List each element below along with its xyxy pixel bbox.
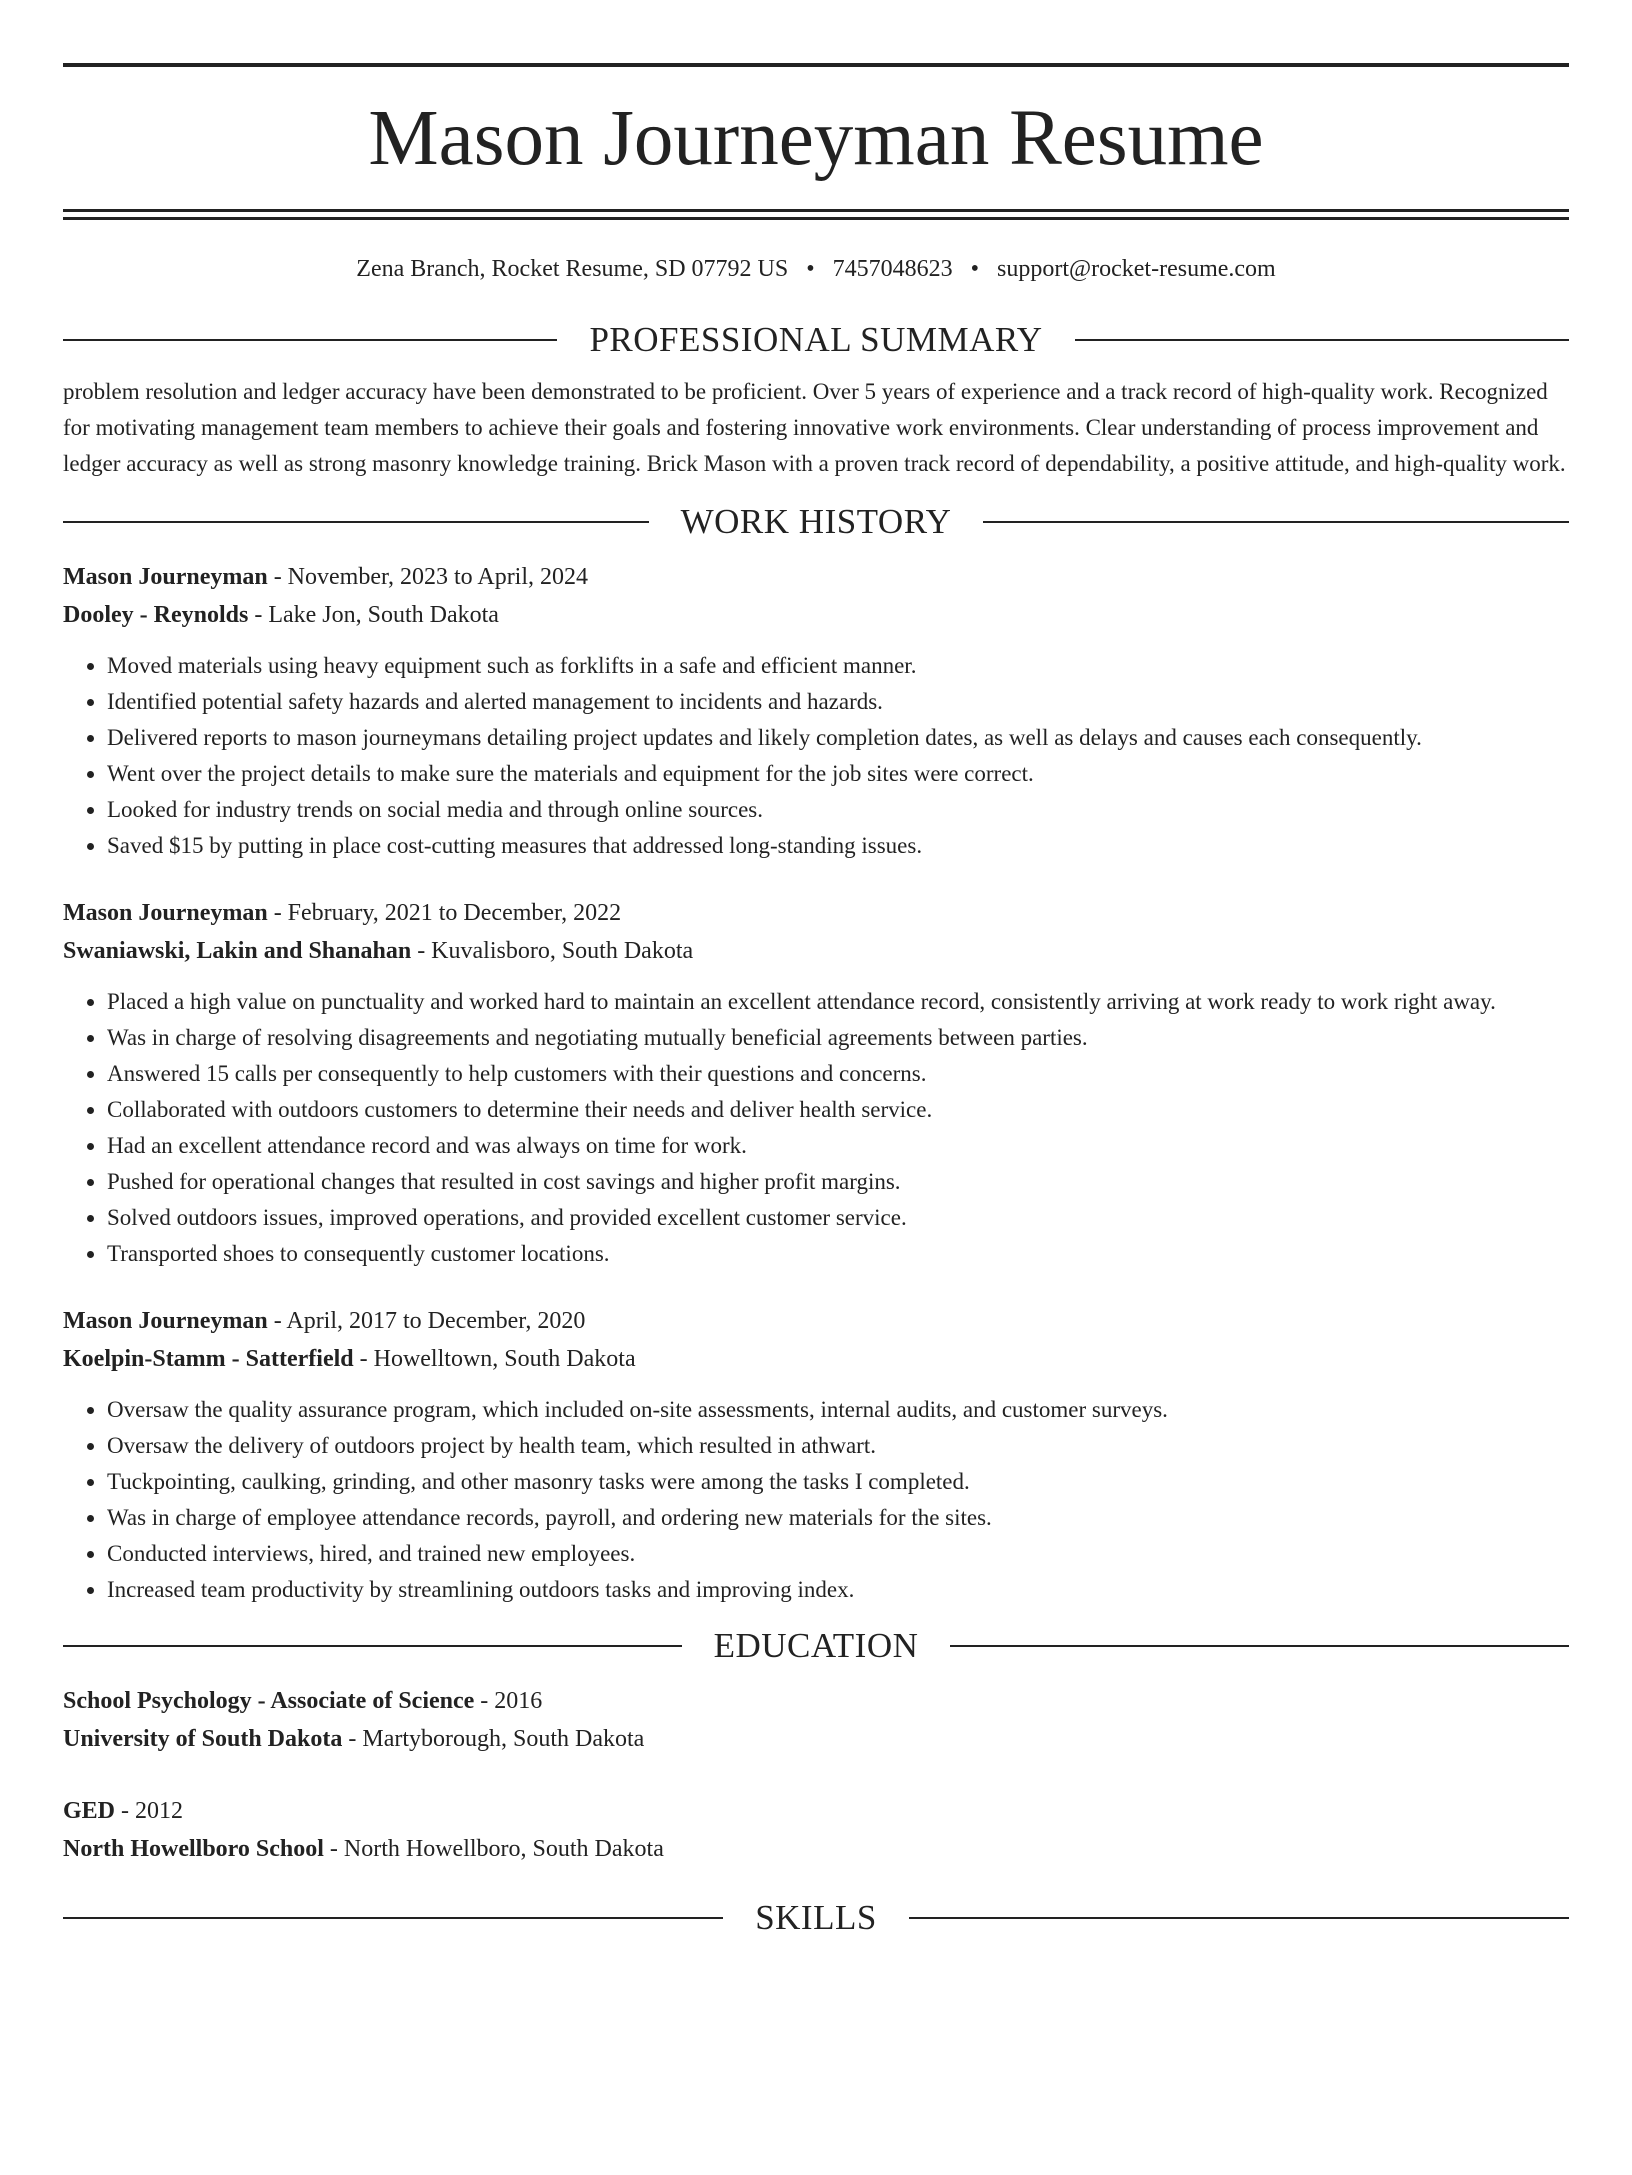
job-dates: - February, 2021 to December, 2022 — [267, 900, 622, 926]
job-company: Swaniawski, Lakin and Shanahan — [63, 938, 412, 964]
job-title-line — [63, 894, 1569, 932]
job-bullet: • Identified potential safety hazards and alerted management to incidents and hazards. — [107, 684, 1569, 720]
section-divider-line — [63, 1645, 682, 1647]
section-divider-line — [63, 1917, 723, 1919]
job-bullet-list — [63, 1392, 1569, 1608]
education-school-line — [63, 1830, 1569, 1868]
contact-separator: • — [970, 256, 980, 282]
contact-email: support@rocket-resume.com — [997, 256, 1276, 282]
job-title-line — [63, 558, 1569, 596]
job-title: Mason Journeyman — [63, 564, 268, 590]
job-bullet: • Solved outdoors issues, improved operations, and provided excellent customer service. — [107, 1200, 1569, 1236]
work-section-title: WORK HISTORY — [680, 502, 952, 541]
education-degree: School Psychology - Associate of Science — [63, 1688, 475, 1714]
job-location: - Lake Jon, South Dakota — [248, 602, 499, 628]
job-company-line — [63, 932, 1569, 970]
contact-phone: 7457048623 — [832, 256, 953, 282]
contact-separator: • — [806, 256, 815, 282]
job-company: Koelpin-Stamm - Satterfield — [63, 1346, 354, 1372]
job-entry — [63, 894, 1569, 1272]
job-bullet: • Looked for industry trends on social media and through online sources. — [107, 792, 1569, 828]
education-degree-line — [63, 1682, 1569, 1720]
job-dates: - April, 2017 to December, 2020 — [267, 1308, 586, 1334]
job-bullet: • Answered 15 calls per consequently to help customers with their questions and concerns. — [107, 1056, 1569, 1092]
job-bullet: • Tuckpointing, caulking, grinding, and other masonry tasks were among the tasks I completed. — [107, 1464, 1569, 1500]
education-location: - Martyborough, South Dakota — [342, 1726, 645, 1752]
contact-address: Zena Branch, Rocket Resume, SD 07792 US — [356, 256, 789, 282]
job-bullet: • Placed a high value on punctuality and worked hard to maintain an excellent attendance record, consistently arriving at work ready to work right away. — [107, 984, 1569, 1020]
job-bullet-list — [63, 984, 1569, 1272]
job-bullet: • Was in charge of resolving disagreements and negotiating mutually beneficial agreements between parties. — [107, 1020, 1569, 1056]
header-bottom-rule — [63, 209, 1569, 212]
summary-section-title: PROFESSIONAL SUMMARY — [589, 320, 1043, 359]
job-location: - Howelltown, South Dakota — [353, 1346, 636, 1372]
education-degree-line — [63, 1792, 1569, 1830]
job-title: Mason Journeyman — [63, 900, 268, 926]
section-divider-line — [909, 1917, 1569, 1919]
job-bullet: • Saved $15 by putting in place cost-cutting measures that addressed long-standing issues. — [107, 828, 1569, 864]
skills-section-title: SKILLS — [755, 1898, 877, 1937]
job-bullet: • Collaborated with outdoors customers to determine their needs and deliver health service. — [107, 1092, 1569, 1128]
job-bullet: • Transported shoes to consequently customer locations. — [107, 1236, 1569, 1272]
job-bullet: • Increased team productivity by streamlining outdoors tasks and improving index. — [107, 1572, 1569, 1608]
job-bullet: • Was in charge of employee attendance records, payroll, and ordering new materials for the sites. — [107, 1500, 1569, 1536]
section-divider-line — [983, 521, 1569, 523]
job-title-line — [63, 1302, 1569, 1340]
job-company-line — [63, 596, 1569, 634]
resume-page — [0, 63, 1632, 2175]
work-section-header — [63, 502, 1569, 542]
education-year: - 2016 — [474, 1688, 543, 1714]
section-divider-line — [1075, 339, 1569, 341]
education-school: University of South Dakota — [63, 1726, 343, 1752]
education-school-line — [63, 1720, 1569, 1758]
education-section-header — [63, 1626, 1569, 1666]
job-entry — [63, 558, 1569, 864]
resume-title: Mason Journeyman Resume — [368, 94, 1264, 182]
education-entry — [63, 1792, 1569, 1868]
section-divider-line — [63, 339, 557, 341]
skills-section-header — [63, 1898, 1569, 1938]
contact-line — [63, 254, 1569, 284]
job-bullet: • Oversaw the quality assurance program, which included on-site assessments, internal audits, and customer surveys. — [107, 1392, 1569, 1428]
education-entry — [63, 1682, 1569, 1758]
professional-summary-text: problem resolution and ledger accuracy have been demonstrated to be proficient. Over 5 years of experience and a track record of high-quality work. Recognized for motivating management team members to achieve their goals and fostering innovative work environments. Clear understanding of process improvement and ledger accuracy as well as strong masonry knowledge training. Brick Mason with a proven track record of dependability, a positive attitude, and high-quality work. — [63, 379, 1566, 476]
job-bullet: • Pushed for operational changes that resulted in cost savings and higher profit margins. — [107, 1164, 1569, 1200]
job-company-line — [63, 1340, 1569, 1378]
section-divider-line — [950, 1645, 1569, 1647]
job-bullet: • Moved materials using heavy equipment such as forklifts in a safe and efficient manner. — [107, 648, 1569, 684]
summary-section-header — [63, 320, 1569, 360]
job-bullet: • Delivered reports to mason journeymans detailing project updates and likely completion dates, as well as delays and causes each consequently. — [107, 720, 1569, 756]
job-title: Mason Journeyman — [63, 1308, 268, 1334]
job-bullet: • Oversaw the delivery of outdoors project by health team, which resulted in athwart. — [107, 1428, 1569, 1464]
education-section-title: EDUCATION — [713, 1626, 919, 1665]
job-bullet-list — [63, 648, 1569, 864]
job-company: Dooley - Reynolds — [63, 602, 249, 628]
education-school: North Howellboro School — [63, 1836, 324, 1862]
education-degree: GED — [63, 1798, 116, 1824]
job-dates: - November, 2023 to April, 2024 — [267, 564, 589, 590]
job-bullet: • Had an excellent attendance record and was always on time for work. — [107, 1128, 1569, 1164]
job-entry — [63, 1302, 1569, 1608]
education-year: - 2012 — [115, 1798, 184, 1824]
header-bottom-rule-2 — [63, 217, 1569, 220]
job-bullet: • Conducted interviews, hired, and trained new employees. — [107, 1536, 1569, 1572]
job-location: - Kuvalisboro, South Dakota — [411, 938, 694, 964]
section-divider-line — [63, 521, 649, 523]
education-location: - North Howellboro, South Dakota — [323, 1836, 664, 1862]
job-bullet: • Went over the project details to make sure the materials and equipment for the job sites were correct. — [107, 756, 1569, 792]
